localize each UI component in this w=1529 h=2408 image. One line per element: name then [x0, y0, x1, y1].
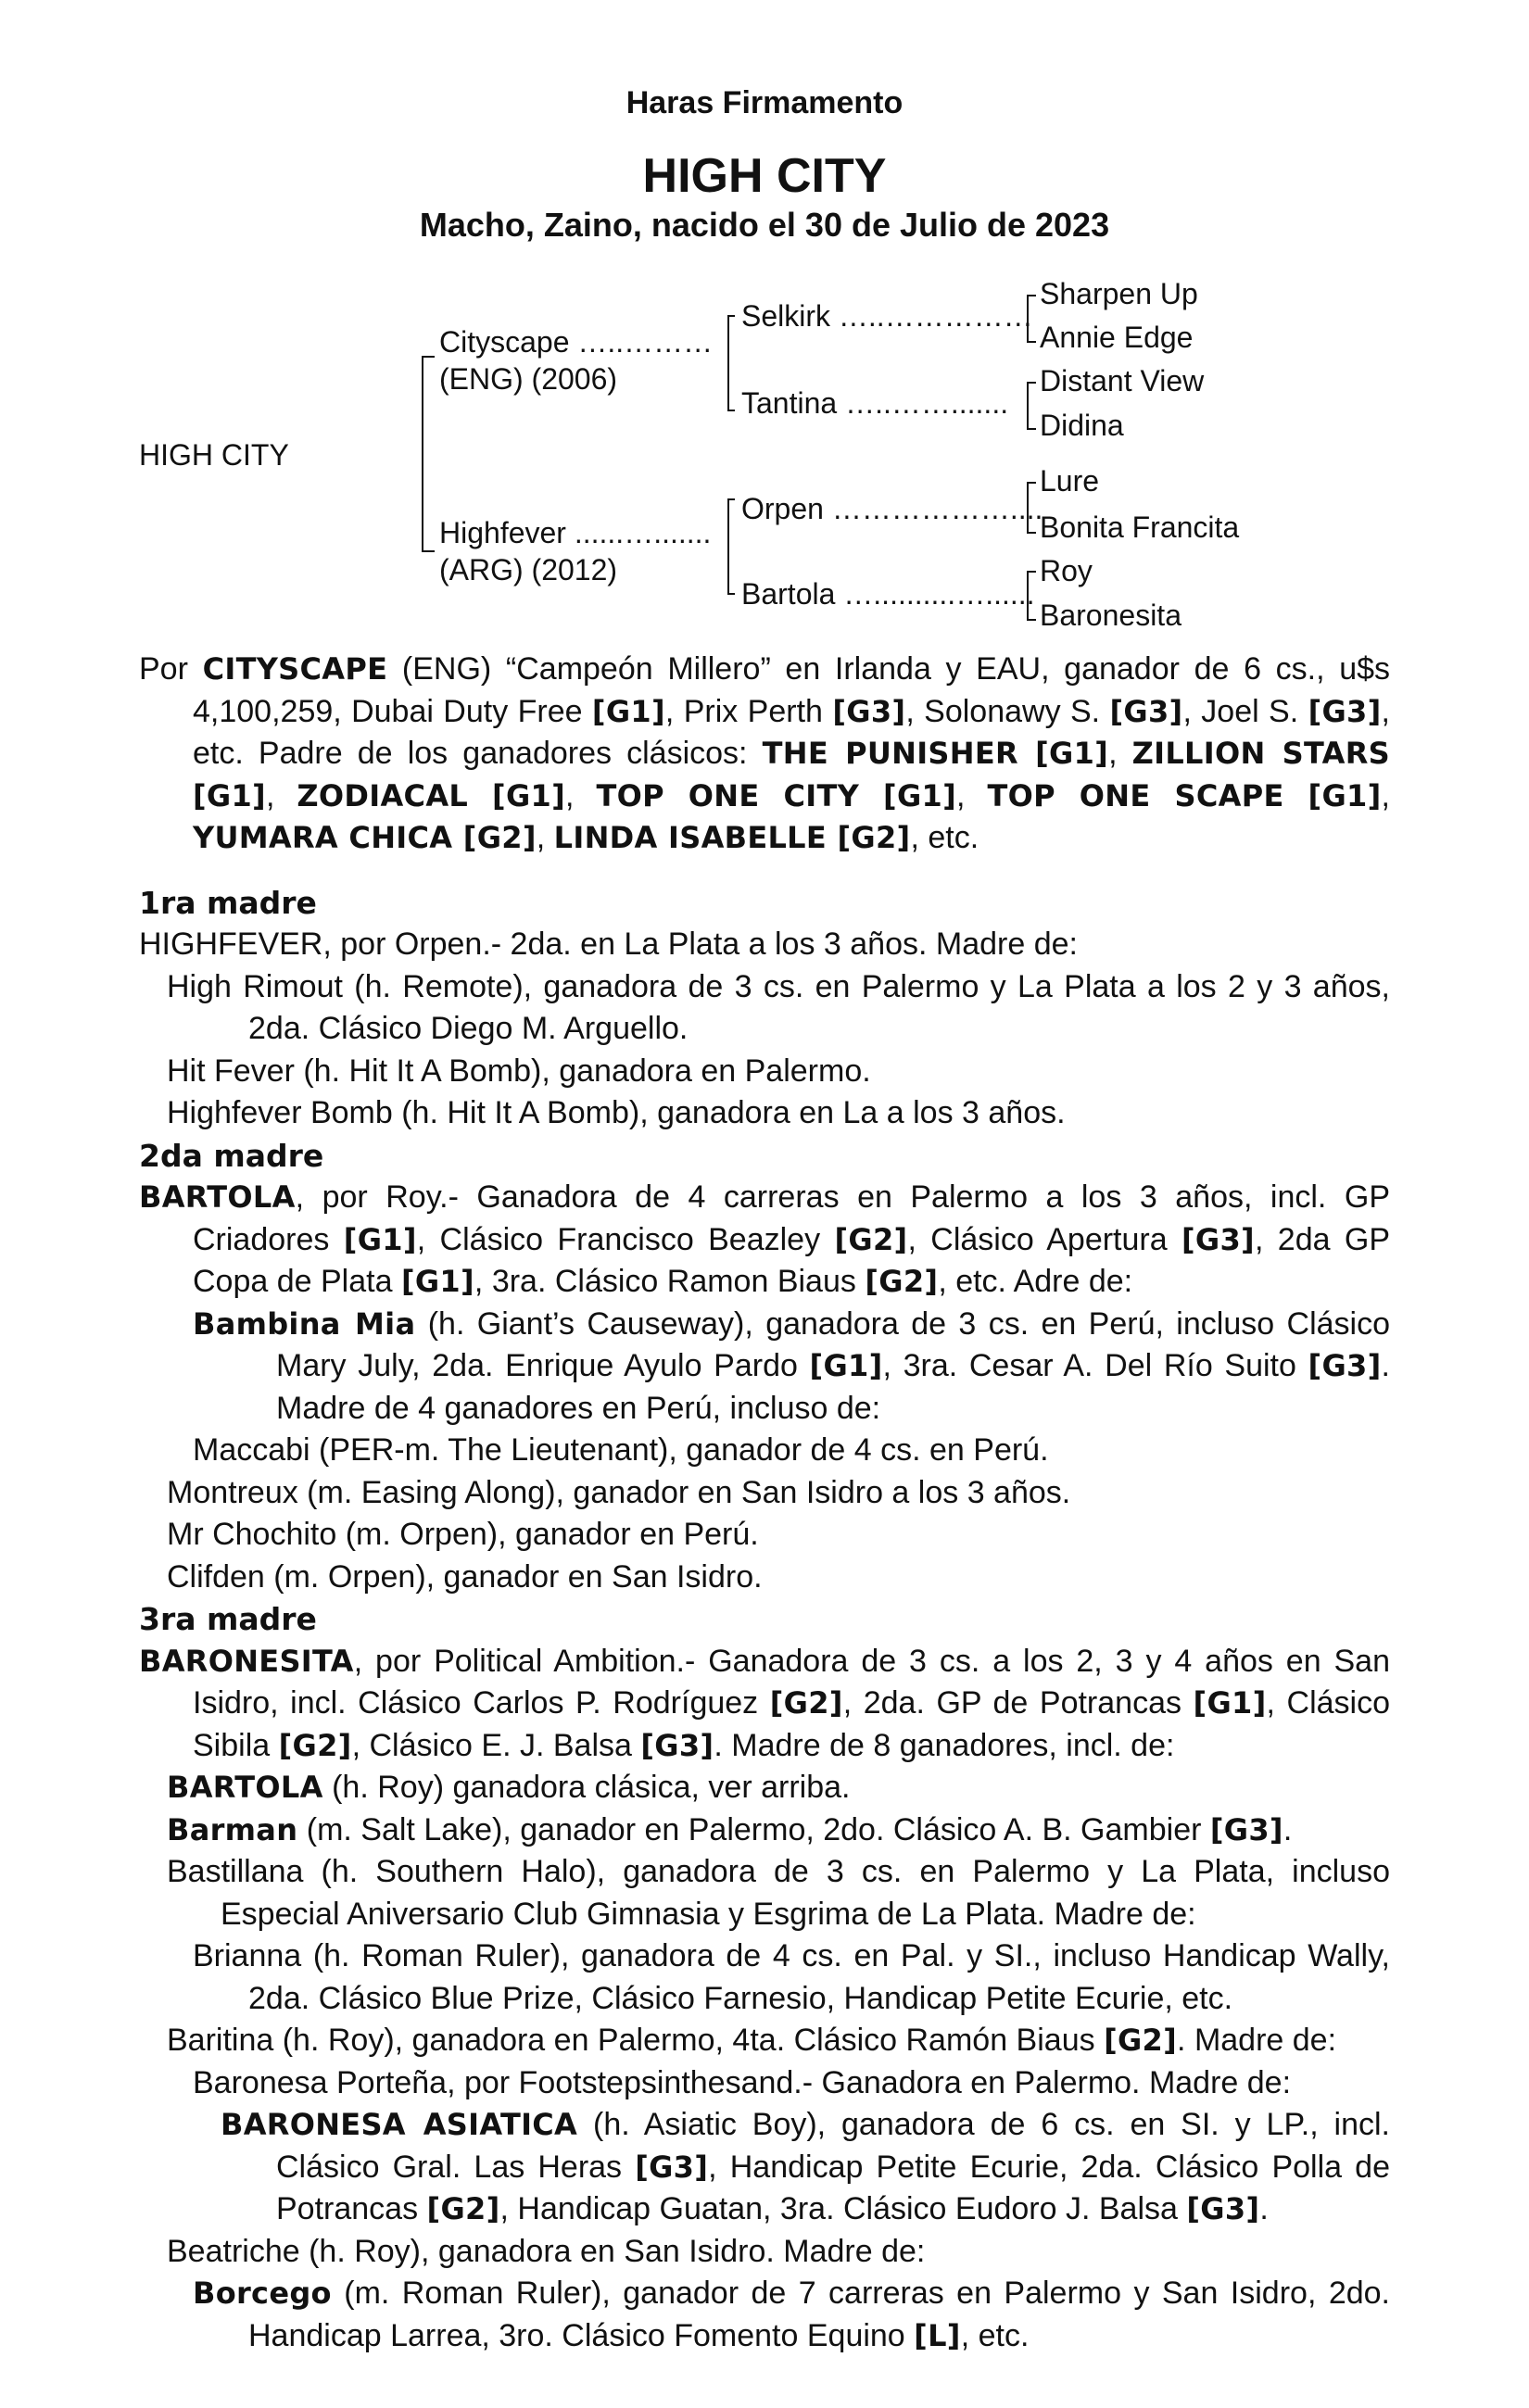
bracket-sd: [1027, 382, 1036, 430]
dam2-produce-clifden: Clifden (m. Orpen), ganador en San Isidro.: [167, 1558, 763, 1595]
dam2-granddaughter-maccabi: Maccabi (PER-m. The Lieutenant), ganador de 4 cs. en Perú.: [193, 1432, 1049, 1468]
horse-description: Macho, Zaino, nacido el 30 de Julio de 2023: [419, 206, 1110, 244]
pedigree-dd: Bartola …..........…......: [741, 577, 1035, 611]
pedigree-dam-origin: (ARG) (2012): [439, 553, 618, 586]
pedigree-dsd: Bonita Francita: [1040, 511, 1240, 544]
pedigree-sdd: Didina: [1040, 409, 1124, 442]
bracket-ss: [1027, 295, 1036, 343]
dam1-produce-2: Hit Fever (h. Hit It A Bomb), ganadora en Palermo.: [167, 1053, 871, 1089]
pedigree-sire: Cityscape …..………: [439, 325, 714, 359]
dam3-granddaughter-baronesa: Baronesa Porteña, por Footstepsinthesand.- Ganadora en Palermo. Madre de:: [193, 2064, 1292, 2100]
dam3-granddaughter-borcego: Borcego (m. Roman Ruler), ganador de 7 carreras en Palermo y San Isidro, 2do. Handicap Larrea, 3ro. Clásico Fomento Equino [L], etc.: [193, 2276, 1390, 2353]
dam3-produce-bastillana: Bastillana (h. Southern Halo), ganadora de 3 cs. en Palermo y La Plata, incluso Especial Aniversario Club Gimnasia y Esgrima de La Plata. Madre de:: [167, 1854, 1390, 1932]
pedigree-ssd: Annie Edge: [1040, 321, 1194, 354]
section-title-2da-madre: 2da madre: [139, 1137, 324, 1174]
dam1-produce-3: Highfever Bomb (h. Hit It A Bomb), ganadora en La a los 3 años.: [167, 1095, 1066, 1130]
bracket-sire-line: [727, 315, 735, 411]
sire-paragraph: Por CITYSCAPE (ENG) “Campeón Millero” en Irlanda y EAU, ganador de 6 cs., u$s 4,100,259, Dubai Duty Free [G1], Prix Perth [G3], Solonawy S. [G3], Joel S. [G3], etc. Padre de los ganadores clásicos: THE PUNISHER [G1], ZILLION STARS [G1], ZODIACAL [G1], TOP ONE CITY [G1], TOP ONE SCAPE [G1], YUMARA CHICA [G2], LINDA ISABELLE [G2], etc.: [139, 651, 1391, 855]
dam3-ggd-baronesa-asiatica: BARONESA ASIATICA (h. Asiatic Boy), ganadora de 6 cs. en SI. y LP., incl. Clásico Gral. Las Heras [G3], Handicap Petite Ecurie, 2da. Clásico Polla de Potrancas [G2], Handicap Guatan, 3ra. Clásico Eudoro J. Balsa [G3].: [221, 2107, 1390, 2226]
dam2-produce-bambina-mia: Bambina Mia (h. Giant’s Causeway), ganadora de 3 cs. en Perú, incluso Clásico Mary July, 2da. Enrique Ayulo Pardo [G1], 3ra. Cesar A. Del Río Suito [G3]. Madre de 4 ganadores en Perú, incluso de:: [193, 1305, 1390, 1426]
dam3-produce-bartola: BARTOLA (h. Roy) ganadora clásica, ver arriba.: [167, 1770, 851, 1805]
bracket-dam-line: [727, 498, 735, 595]
dam2-produce-chochito: Mr Chochito (m. Orpen), ganador en Perú.: [167, 1517, 759, 1552]
dam1-paragraph: HIGHFEVER, por Orpen.- 2da. en La Plata a los 3 años. Madre de:: [139, 927, 1078, 962]
pedigree-ss: Selkirk …..……………: [741, 299, 1033, 333]
pedigree-ddd: Baronesita: [1040, 599, 1182, 632]
dam3-produce-beatriche: Beatriche (h. Roy), ganadora en San Isidro. Madre de:: [167, 2233, 926, 2269]
dam3-produce-barman: Barman (m. Salt Lake), ganador en Palermo, 2do. Clásico A. B. Gambier [G3].: [167, 1811, 1293, 1847]
pedigree-subject: HIGH CITY: [139, 438, 289, 472]
pedigree-sds: Distant View: [1040, 364, 1205, 397]
stud-name: Haras Firmamento: [626, 85, 904, 120]
pedigree-dds: Roy: [1040, 554, 1093, 587]
pedigree-sss: Sharpen Up: [1040, 277, 1198, 310]
dam3-produce-baritina: Baritina (h. Roy), ganadora en Palermo, 4ta. Clásico Ramón Biaus [G2]. Madre de:: [167, 2023, 1337, 2058]
pedigree-sd: Tantina …..…….......: [741, 386, 1009, 420]
sire-name: CITYSCAPE: [202, 651, 388, 687]
catalog-body: [0, 649, 1529, 2357]
dam2-produce-montreux: Montreux (m. Easing Along), ganador en San Isidro a los 3 años.: [167, 1474, 1071, 1510]
bracket-ds: [1027, 482, 1036, 534]
dam3-granddaughter-brianna: Brianna (h. Roman Ruler), ganadora de 4 cs. en Pal. y SI., incluso Handicap Wally, 2da. Clásico Blue Prize, Clásico Farnesio, Handicap Petite Ecurie, etc.: [193, 1938, 1390, 2016]
pedigree-dss: Lure: [1040, 464, 1100, 498]
section-title-1ra-madre: 1ra madre: [139, 884, 317, 921]
horse-name-title: HIGH CITY: [642, 149, 887, 203]
pedigree-sire-origin: (ENG) (2006): [439, 362, 618, 396]
pedigree-ds: Orpen ………………....: [741, 492, 1043, 525]
dam3-paragraph: BARONESITA, por Political Ambition.- Ganadora de 3 cs. a los 2, 3 y 4 años en San Isidro, incl. Clásico Carlos P. Rodríguez [G2], 2da. GP de Potrancas [G1], Clásico Sibila [G2], Clásico E. J. Balsa [G3]. Madre de 8 ganadores, incl. de:: [139, 1643, 1390, 1763]
pedigree-dam: Highfever ......….......: [439, 516, 712, 549]
bracket-dd: [1027, 571, 1036, 621]
bracket-gen1: [422, 356, 435, 552]
section-title-3ra-madre: 3ra madre: [139, 1601, 317, 1637]
dam2-paragraph: BARTOLA, por Roy.- Ganadora de 4 carreras en Palermo a los 3 años, incl. GP Criadores [G1], Clásico Francisco Beazley [G2], Clásico Apertura [G3], 2da GP Copa de Plata [G1], 3ra. Clásico Ramon Biaus [G2], etc. Adre de:: [139, 1179, 1391, 1299]
dam1-produce-1: High Rimout (h. Remote), ganadora de 3 cs. en Palermo y La Plata a los 2 y 3 años, 2da. Clásico Diego M. Arguello.: [167, 968, 1390, 1046]
